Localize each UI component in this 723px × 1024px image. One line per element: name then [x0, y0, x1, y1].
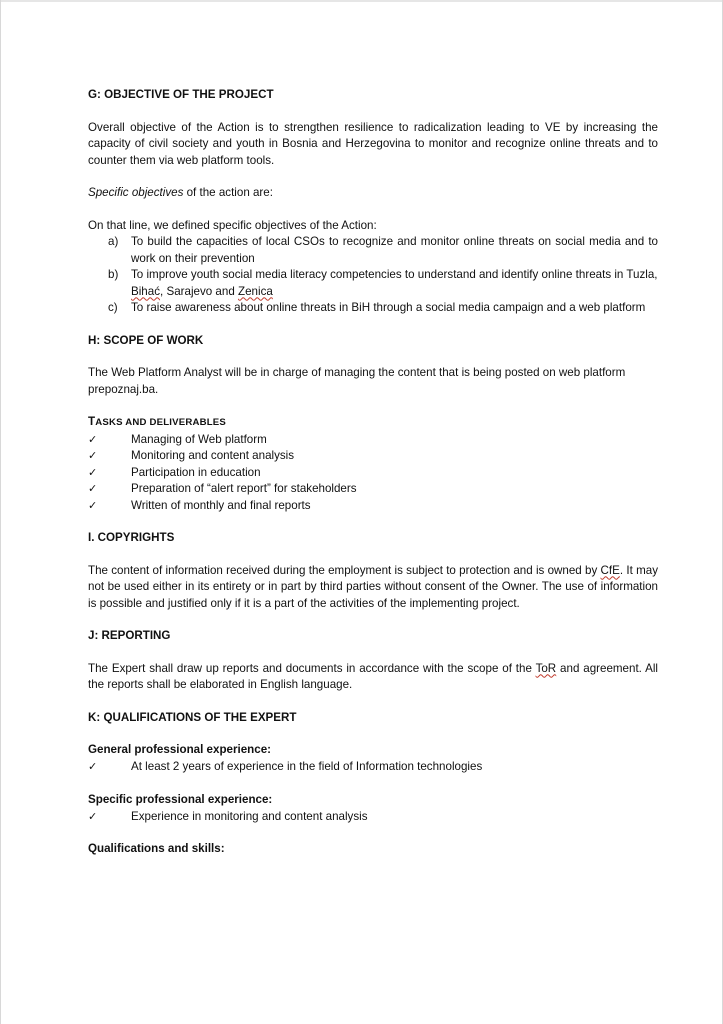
list-item	[88, 759, 658, 776]
overall-objective-paragraph: Overall objective of the Action is to strengthen resilience to radicalization leading to VE by increasing the capacity of civil society and youth in Bosnia and Herzegovina to monitor and recognize online threats and to counter them via web platform tools.	[88, 120, 658, 167]
checkmark-icon: ✓	[88, 759, 98, 773]
document-content	[88, 87, 658, 858]
specific-objectives-intro	[88, 185, 658, 202]
list-item	[88, 498, 658, 515]
list-marker: b)	[108, 268, 119, 281]
objectives-list	[88, 234, 658, 317]
task-text: Participation in education	[131, 465, 261, 479]
spellcheck-word: CfE	[600, 563, 620, 577]
specific-objectives-italic: Specific objectives	[88, 186, 184, 199]
checkmark-icon: ✓	[88, 465, 98, 479]
tasks-heading-initial: T	[88, 415, 96, 428]
spellcheck-word: Zenica	[238, 284, 273, 298]
experience-text: At least 2 years of experience in the field of Information technologies	[131, 759, 483, 773]
task-text: Managing of Web platform	[131, 432, 267, 446]
list-item	[88, 234, 658, 267]
specific-experience-heading: Specific professional experience:	[88, 793, 273, 806]
tasks-list	[88, 432, 658, 515]
list-item	[88, 300, 658, 317]
list-item	[88, 432, 658, 449]
specific-experience-list	[88, 809, 658, 826]
objective-text: To raise awareness about online threats in BiH through a social media campaign and a web platform	[131, 301, 646, 314]
skills-heading: Qualifications and skills:	[88, 842, 225, 855]
list-item	[88, 465, 658, 482]
scope-intro-paragraph: The Web Platform Analyst will be in charge of managing the content that is being posted on web platform prepoznaj.ba.	[88, 366, 626, 396]
objective-text-mid: , Sarajevo and	[160, 284, 239, 298]
copyrights-paragraph	[88, 563, 658, 613]
section-j-heading: J: REPORTING	[88, 629, 171, 642]
copyrights-text: The content of information received during the employment is subject to protection and is owned by	[88, 563, 601, 577]
task-text: Preparation of “alert report” for stakeholders	[131, 482, 357, 495]
reporting-text-rest: and agreement. All the reports shall be elaborated in English language.	[88, 661, 658, 691]
list-marker: c)	[108, 301, 118, 314]
list-item	[88, 809, 658, 826]
page-top-edge	[1, 0, 722, 2]
specific-objectives-rest: of the action are:	[183, 186, 273, 199]
list-item	[88, 267, 658, 300]
general-experience-heading: General professional experience:	[88, 743, 271, 756]
list-item	[88, 448, 658, 465]
checkmark-icon: ✓	[88, 449, 98, 462]
spellcheck-word: Bihać	[131, 284, 161, 298]
task-text: Monitoring and content analysis	[131, 449, 295, 462]
objectives-line-intro: On that line, we defined specific objectives of the Action:	[88, 218, 377, 232]
objective-text: To build the capacities of local CSOs to recognize and monitor online threats on social media and to work on their prevention	[131, 235, 658, 265]
experience-text: Experience in monitoring and content analysis	[131, 809, 368, 823]
task-text: Written of monthly and final reports	[131, 498, 311, 512]
tasks-heading-rest: ASKS AND DELIVERABLES	[95, 417, 227, 428]
section-i-heading: I. COPYRIGHTS	[88, 531, 175, 544]
copyrights-text-rest: . It may not be used either in its entirety or in part by third parties without consent of the Owner. The use of information is possible and justified only if it is a part of the activities of the implementing project.	[88, 563, 658, 610]
checkmark-icon: ✓	[88, 809, 98, 823]
checkmark-icon: ✓	[88, 432, 98, 446]
reporting-paragraph	[88, 661, 658, 694]
list-item	[88, 481, 658, 498]
section-g-heading: G: OBJECTIVE OF THE PROJECT	[88, 88, 274, 101]
objective-text: To improve youth social media literacy competencies to understand and identify online threats in Tuzla,	[131, 268, 658, 281]
list-marker: a)	[108, 235, 119, 248]
section-h-heading: H: SCOPE OF WORK	[88, 333, 204, 347]
checkmark-icon: ✓	[88, 498, 98, 512]
tasks-heading	[88, 414, 658, 432]
spellcheck-word: ToR	[535, 661, 557, 675]
general-experience-list	[88, 759, 658, 776]
reporting-text: The Expert shall draw up reports and documents in accordance with the scope of the	[88, 661, 536, 675]
checkmark-icon: ✓	[88, 482, 98, 495]
section-k-heading: K: QUALIFICATIONS OF THE EXPERT	[88, 710, 297, 724]
